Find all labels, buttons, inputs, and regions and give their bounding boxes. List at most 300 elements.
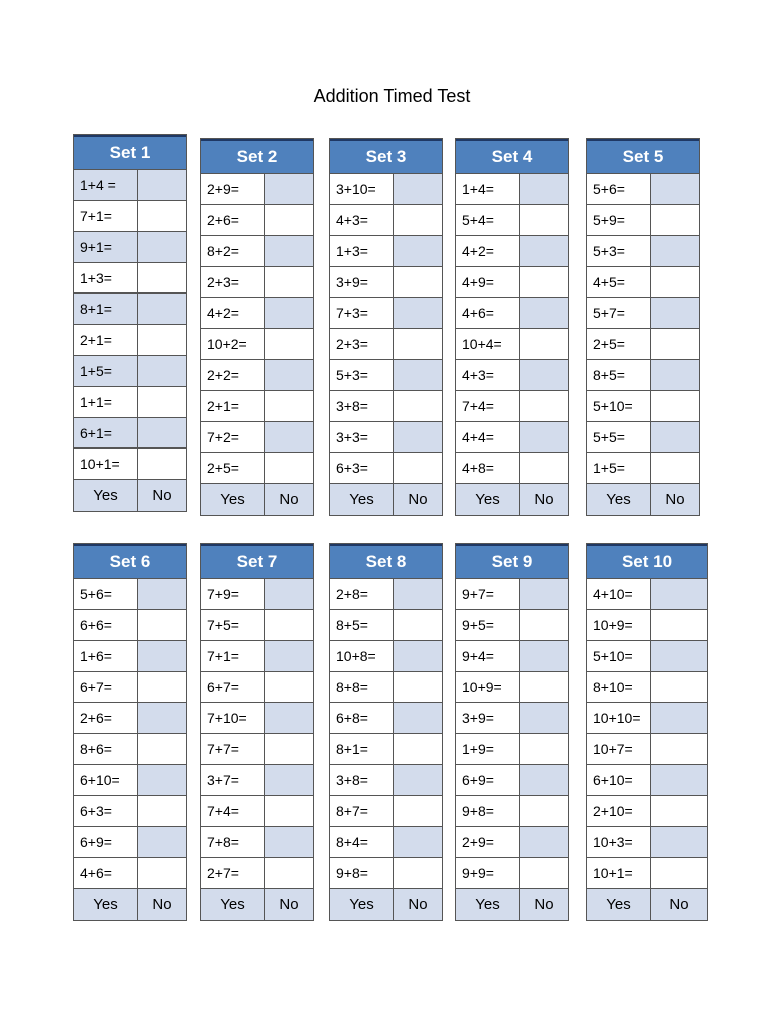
problem-text: 10+2= (201, 329, 265, 359)
problem-row (456, 765, 568, 796)
problem-row (74, 294, 186, 325)
answer-cell[interactable] (651, 765, 707, 795)
answer-cell[interactable] (520, 858, 568, 888)
answer-cell[interactable] (394, 205, 442, 235)
answer-cell[interactable] (265, 205, 313, 235)
no-label[interactable]: No (152, 487, 172, 504)
problem-text: 4+2= (201, 298, 265, 328)
answer-cell[interactable] (651, 422, 699, 452)
problem-row (74, 201, 186, 232)
answer-cell[interactable] (651, 298, 699, 328)
problem-row (456, 329, 568, 360)
problem-row (587, 796, 707, 827)
problem-text: 1+4 = (74, 170, 138, 200)
problem-row (201, 672, 313, 703)
problem-text: 8+1= (330, 734, 394, 764)
set-1-table (73, 134, 187, 512)
problem-text: 4+5= (587, 267, 651, 297)
yes-label[interactable]: Yes (456, 484, 520, 515)
answer-cell[interactable] (265, 827, 313, 857)
problem-row (456, 298, 568, 329)
problem-text: 7+3= (330, 298, 394, 328)
yes-label[interactable]: Yes (456, 889, 520, 920)
no-label[interactable]: No (152, 896, 172, 913)
problem-text: 4+3= (456, 360, 520, 390)
answer-cell[interactable] (265, 236, 313, 266)
problem-row (74, 796, 186, 827)
answer-cell[interactable] (265, 422, 313, 452)
problem-row (456, 858, 568, 889)
problem-text: 5+10= (587, 641, 651, 671)
problem-row (330, 610, 442, 641)
problem-row (587, 329, 699, 360)
problem-text: 10+3= (587, 827, 651, 857)
yes-label[interactable]: Yes (587, 889, 651, 920)
problem-text: 10+9= (456, 672, 520, 702)
problem-text: 1+3= (74, 263, 138, 292)
problem-row (456, 610, 568, 641)
answer-cell[interactable] (265, 579, 313, 609)
problem-row (330, 734, 442, 765)
answer-cell[interactable] (265, 329, 313, 359)
answer-cell[interactable] (651, 579, 707, 609)
problem-text: 2+2= (201, 360, 265, 390)
problem-row (74, 672, 186, 703)
problem-row (456, 796, 568, 827)
problem-text: 7+4= (456, 391, 520, 421)
yes-no-footer (587, 484, 699, 515)
problem-text: 3+9= (330, 267, 394, 297)
problem-text: 2+3= (201, 267, 265, 297)
answer-cell[interactable] (138, 387, 186, 417)
problem-row (201, 329, 313, 360)
answer-cell[interactable] (138, 579, 186, 609)
problem-row (201, 174, 313, 205)
answer-cell[interactable] (520, 610, 568, 640)
problem-row (330, 672, 442, 703)
problem-row (74, 263, 186, 294)
answer-cell[interactable] (138, 294, 186, 324)
problem-text: 6+10= (587, 765, 651, 795)
answer-cell[interactable] (520, 672, 568, 702)
set-6-table (73, 543, 187, 921)
no-label[interactable]: No (279, 896, 299, 913)
problem-text: 5+5= (587, 422, 651, 452)
answer-cell[interactable] (394, 796, 442, 826)
problem-row (74, 387, 186, 418)
problem-text: 1+6= (74, 641, 138, 671)
answer-cell[interactable] (394, 672, 442, 702)
problem-text: 7+5= (201, 610, 265, 640)
problem-text: 2+9= (456, 827, 520, 857)
answer-cell[interactable] (520, 579, 568, 609)
answer-cell[interactable] (138, 449, 186, 479)
problem-row (330, 391, 442, 422)
answer-cell[interactable] (520, 391, 568, 421)
problem-row (587, 267, 699, 298)
answer-cell[interactable] (520, 827, 568, 857)
set-10-table (586, 543, 708, 921)
problem-text: 8+1= (74, 294, 138, 324)
problem-text: 1+5= (587, 453, 651, 483)
yes-label[interactable]: Yes (587, 484, 651, 515)
problem-text: 2+8= (330, 579, 394, 609)
answer-cell[interactable] (520, 205, 568, 235)
problem-text: 2+5= (587, 329, 651, 359)
problem-row (201, 236, 313, 267)
problem-row (587, 672, 707, 703)
problem-text: 2+9= (201, 174, 265, 204)
problem-text: 7+10= (201, 703, 265, 733)
problem-row (74, 232, 186, 263)
problem-text: 3+7= (201, 765, 265, 795)
set-9-table (455, 543, 569, 921)
problem-text: 8+10= (587, 672, 651, 702)
answer-cell[interactable] (520, 267, 568, 297)
answer-cell[interactable] (138, 765, 186, 795)
yes-no-footer (201, 889, 313, 920)
answer-cell[interactable] (520, 174, 568, 204)
problem-row (587, 236, 699, 267)
problem-row (330, 453, 442, 484)
answer-cell[interactable] (520, 796, 568, 826)
problem-text: 1+4= (456, 174, 520, 204)
problem-text: 3+9= (456, 703, 520, 733)
answer-cell[interactable] (651, 391, 699, 421)
problem-row (330, 858, 442, 889)
problem-text: 8+7= (330, 796, 394, 826)
problem-row (587, 174, 699, 205)
problem-text: 8+5= (330, 610, 394, 640)
answer-cell[interactable] (394, 391, 442, 421)
problem-row (456, 734, 568, 765)
problem-text: 5+6= (587, 174, 651, 204)
set-header: Set 4 (456, 139, 568, 174)
answer-cell[interactable] (520, 703, 568, 733)
answer-cell[interactable] (520, 453, 568, 483)
answer-cell[interactable] (651, 236, 699, 266)
answer-cell[interactable] (265, 641, 313, 671)
problem-text: 3+8= (330, 391, 394, 421)
problem-text: 2+6= (201, 205, 265, 235)
problem-row (201, 610, 313, 641)
problem-row (74, 356, 186, 387)
answer-cell[interactable] (265, 453, 313, 483)
problem-row (74, 858, 186, 889)
no-label[interactable]: No (534, 491, 554, 508)
problem-text: 6+9= (74, 827, 138, 857)
answer-cell[interactable] (520, 734, 568, 764)
problem-row (201, 391, 313, 422)
problem-row (456, 360, 568, 391)
problem-text: 6+7= (74, 672, 138, 702)
problem-text: 8+2= (201, 236, 265, 266)
answer-cell[interactable] (138, 263, 186, 292)
no-label[interactable]: No (279, 491, 299, 508)
answer-cell[interactable] (651, 641, 707, 671)
answer-cell[interactable] (394, 174, 442, 204)
problem-row (456, 267, 568, 298)
problem-row (201, 267, 313, 298)
yes-label[interactable]: Yes (330, 484, 394, 515)
yes-no-footer (330, 484, 442, 515)
problem-text: 6+3= (74, 796, 138, 826)
problem-row (74, 641, 186, 672)
no-label[interactable]: No (669, 896, 689, 913)
problem-text: 9+8= (456, 796, 520, 826)
set-header: Set 5 (587, 139, 699, 174)
problem-row (330, 329, 442, 360)
answer-cell[interactable] (394, 360, 442, 390)
problem-row (201, 360, 313, 391)
answer-cell[interactable] (265, 298, 313, 328)
problem-text: 8+5= (587, 360, 651, 390)
problem-row (587, 765, 707, 796)
problem-row (201, 298, 313, 329)
problem-row (456, 174, 568, 205)
problem-text: 2+1= (201, 391, 265, 421)
problem-row (456, 641, 568, 672)
set-8-table (329, 543, 443, 921)
problem-row (330, 205, 442, 236)
set-5-table (586, 138, 700, 516)
problem-row (587, 641, 707, 672)
answer-cell[interactable] (138, 610, 186, 640)
answer-cell[interactable] (265, 765, 313, 795)
answer-cell[interactable] (520, 641, 568, 671)
answer-cell[interactable] (265, 858, 313, 888)
answer-cell[interactable] (394, 453, 442, 483)
problem-text: 1+3= (330, 236, 394, 266)
answer-cell[interactable] (394, 703, 442, 733)
problem-row (201, 453, 313, 484)
answer-cell[interactable] (651, 453, 699, 483)
problem-text: 4+2= (456, 236, 520, 266)
yes-no-footer (330, 889, 442, 920)
problem-row (587, 453, 699, 484)
problem-text: 2+6= (74, 703, 138, 733)
problem-text: 10+8= (330, 641, 394, 671)
problem-text: 3+8= (330, 765, 394, 795)
problem-text: 10+9= (587, 610, 651, 640)
answer-cell[interactable] (394, 579, 442, 609)
set-header: Set 7 (201, 544, 313, 579)
answer-cell[interactable] (651, 827, 707, 857)
problem-text: 4+4= (456, 422, 520, 452)
problem-text: 5+7= (587, 298, 651, 328)
answer-cell[interactable] (651, 672, 707, 702)
answer-cell[interactable] (265, 734, 313, 764)
problem-text: 5+10= (587, 391, 651, 421)
set-4-table (455, 138, 569, 516)
answer-cell[interactable] (138, 232, 186, 262)
set-header: Set 6 (74, 544, 186, 579)
problem-row (330, 796, 442, 827)
problem-row (201, 205, 313, 236)
problem-row (74, 734, 186, 765)
problem-text: 9+7= (456, 579, 520, 609)
set-7-table (200, 543, 314, 921)
problem-row (587, 610, 707, 641)
answer-cell[interactable] (138, 796, 186, 826)
problem-text: 4+9= (456, 267, 520, 297)
answer-cell[interactable] (520, 765, 568, 795)
problem-row (456, 827, 568, 858)
problem-text: 4+10= (587, 579, 651, 609)
problem-row (201, 422, 313, 453)
problem-text: 10+10= (587, 703, 651, 733)
answer-cell[interactable] (138, 170, 186, 200)
problem-text: 9+4= (456, 641, 520, 671)
problem-row (330, 641, 442, 672)
problem-row (74, 418, 186, 449)
answer-cell[interactable] (394, 734, 442, 764)
problem-row (587, 734, 707, 765)
problem-text: 9+1= (74, 232, 138, 262)
yes-label[interactable]: Yes (201, 889, 265, 920)
answer-cell[interactable] (138, 418, 186, 447)
answer-cell[interactable] (651, 329, 699, 359)
problem-row (74, 170, 186, 201)
answer-cell[interactable] (138, 734, 186, 764)
answer-cell[interactable] (394, 267, 442, 297)
answer-cell[interactable] (265, 703, 313, 733)
answer-cell[interactable] (138, 858, 186, 888)
problem-row (587, 391, 699, 422)
no-label[interactable]: No (665, 491, 685, 508)
problem-row (201, 858, 313, 889)
answer-cell[interactable] (394, 827, 442, 857)
problem-text: 4+6= (74, 858, 138, 888)
answer-cell[interactable] (138, 356, 186, 386)
answer-cell[interactable] (520, 329, 568, 359)
problem-row (456, 703, 568, 734)
yes-no-footer (74, 480, 186, 511)
problem-row (587, 579, 707, 610)
answer-cell[interactable] (394, 641, 442, 671)
problem-row (201, 641, 313, 672)
problem-text: 2+10= (587, 796, 651, 826)
problem-row (330, 174, 442, 205)
answer-cell[interactable] (138, 325, 186, 355)
problem-row (201, 579, 313, 610)
problem-row (74, 703, 186, 734)
problem-row (587, 205, 699, 236)
yes-no-footer (201, 484, 313, 515)
answer-cell[interactable] (394, 298, 442, 328)
problem-text: 9+9= (456, 858, 520, 888)
answer-cell[interactable] (265, 360, 313, 390)
answer-cell[interactable] (394, 610, 442, 640)
answer-cell[interactable] (394, 765, 442, 795)
set-header: Set 10 (587, 544, 707, 579)
answer-cell[interactable] (520, 422, 568, 452)
yes-label[interactable]: Yes (74, 889, 138, 920)
answer-cell[interactable] (520, 360, 568, 390)
answer-cell[interactable] (394, 329, 442, 359)
problem-row (456, 672, 568, 703)
problem-text: 2+3= (330, 329, 394, 359)
problem-text: 6+3= (330, 453, 394, 483)
answer-cell[interactable] (651, 610, 707, 640)
problem-text: 3+3= (330, 422, 394, 452)
set-2-table (200, 138, 314, 516)
problem-row (456, 205, 568, 236)
problem-text: 7+2= (201, 422, 265, 452)
problem-text: 2+5= (201, 453, 265, 483)
answer-cell[interactable] (651, 174, 699, 204)
problem-row (74, 827, 186, 858)
problem-row (201, 765, 313, 796)
answer-cell[interactable] (265, 391, 313, 421)
problem-text: 9+5= (456, 610, 520, 640)
problem-text: 6+8= (330, 703, 394, 733)
problem-text: 1+1= (74, 387, 138, 417)
yes-label[interactable]: Yes (330, 889, 394, 920)
answer-cell[interactable] (138, 672, 186, 702)
answer-cell[interactable] (394, 858, 442, 888)
problem-row (74, 579, 186, 610)
set-header: Set 2 (201, 139, 313, 174)
no-label[interactable]: No (534, 896, 554, 913)
answer-cell[interactable] (138, 201, 186, 231)
answer-cell[interactable] (651, 267, 699, 297)
answer-cell[interactable] (138, 641, 186, 671)
problem-row (456, 236, 568, 267)
answer-cell[interactable] (520, 298, 568, 328)
answer-cell[interactable] (138, 703, 186, 733)
answer-cell[interactable] (651, 205, 699, 235)
problem-row (74, 325, 186, 356)
answer-cell[interactable] (265, 267, 313, 297)
answer-cell[interactable] (651, 360, 699, 390)
yes-label[interactable]: Yes (74, 480, 138, 511)
problem-text: 4+3= (330, 205, 394, 235)
no-label[interactable]: No (408, 896, 428, 913)
problem-row (330, 298, 442, 329)
problem-text: 7+1= (201, 641, 265, 671)
problem-text: 6+9= (456, 765, 520, 795)
problem-text: 6+10= (74, 765, 138, 795)
answer-cell[interactable] (265, 796, 313, 826)
answer-cell[interactable] (265, 610, 313, 640)
problem-row (587, 298, 699, 329)
problem-row (587, 422, 699, 453)
problem-text: 10+7= (587, 734, 651, 764)
problem-row (330, 422, 442, 453)
answer-cell[interactable] (520, 236, 568, 266)
page-title: Addition Timed Test (313, 86, 471, 106)
answer-cell[interactable] (138, 827, 186, 857)
no-label[interactable]: No (408, 491, 428, 508)
problem-row (330, 765, 442, 796)
yes-no-footer (587, 889, 707, 920)
set-header: Set 8 (330, 544, 442, 579)
answer-cell[interactable] (265, 174, 313, 204)
set-3-table (329, 138, 443, 516)
problem-row (330, 703, 442, 734)
answer-cell[interactable] (651, 858, 707, 888)
answer-cell[interactable] (651, 703, 707, 733)
answer-cell[interactable] (394, 422, 442, 452)
answer-cell[interactable] (651, 734, 707, 764)
answer-cell[interactable] (265, 672, 313, 702)
problem-row (330, 236, 442, 267)
problem-text: 5+9= (587, 205, 651, 235)
answer-cell[interactable] (394, 236, 442, 266)
yes-label[interactable]: Yes (201, 484, 265, 515)
answer-cell[interactable] (651, 796, 707, 826)
